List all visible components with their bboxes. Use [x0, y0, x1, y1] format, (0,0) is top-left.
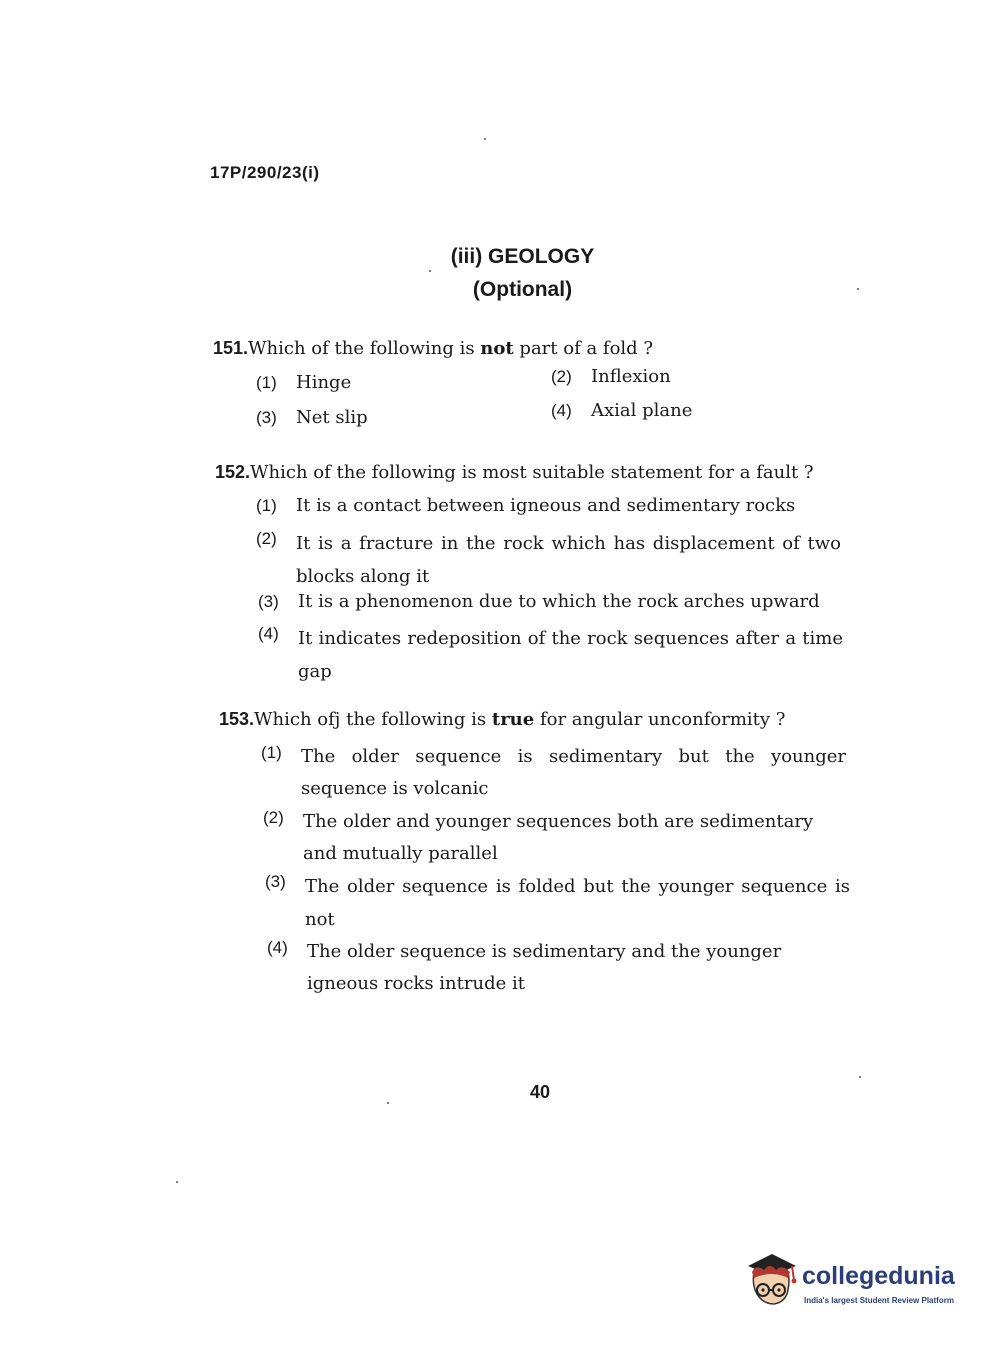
- option-151-3: (3) Net slip: [256, 407, 368, 428]
- question-text: Which of the following is not part of a fold ?: [248, 338, 654, 359]
- paper-code: 17P/290/23(i): [210, 163, 320, 182]
- option-153-4: (4) The older sequence is sedimentary and the younger igneous rocks intrude it: [267, 938, 782, 994]
- page-number: 40: [530, 1082, 551, 1102]
- scan-speck: [857, 288, 859, 290]
- option-151-4: (4) Axial plane: [551, 400, 693, 421]
- scan-speck: [387, 1102, 389, 1104]
- question-number: 152.: [215, 462, 251, 482]
- brand-name: collegedunia: [802, 1262, 955, 1290]
- section-subtitle: (Optional): [472, 278, 573, 301]
- brand-tagline: India's largest Student Review Platform: [804, 1296, 954, 1305]
- section-title: (iii) GEOLOGY: [450, 245, 595, 268]
- option-152-1: (1) It is a contact between igneous and sedimentary rocks: [256, 495, 796, 516]
- option-153-2: (2) The older and younger sequences both are sedimentary and mutually parallel: [263, 808, 814, 864]
- mascot-logo-icon: [742, 1250, 802, 1310]
- option-153-1: (1) The older sequence is sedimentary but the younger sequence is volcanic: [261, 743, 846, 799]
- option-152-4: (4) It indicates redeposition of the rock sequences after a time gap: [258, 624, 843, 682]
- question-text: Which of the following is most suitable statement for a fault ?: [250, 462, 814, 483]
- question-151: [213, 336, 653, 361]
- option-152-3: (3) It is a phenomenon due to which the rock arches upward: [258, 591, 820, 612]
- scan-speck: [429, 270, 431, 272]
- question-number: 151.: [213, 338, 249, 358]
- question-number: 153.: [219, 709, 255, 729]
- option-151-1: (1) Hinge: [256, 372, 352, 393]
- scan-speck: [859, 1076, 861, 1078]
- question-153: [219, 707, 785, 732]
- scan-speck: [484, 138, 486, 140]
- question-text: Which ofj the following is true for angular unconformity ?: [254, 709, 786, 730]
- collegedunia-watermark: [742, 1250, 982, 1320]
- option-151-2: (2) Inflexion: [551, 366, 671, 387]
- option-153-3: (3) The older sequence is folded but the younger sequence is not: [265, 872, 850, 930]
- option-152-2: (2) It is a fracture in the rock which has displacement of two blocks along it: [256, 529, 841, 587]
- question-152: [215, 460, 814, 485]
- scan-speck: [176, 1181, 178, 1183]
